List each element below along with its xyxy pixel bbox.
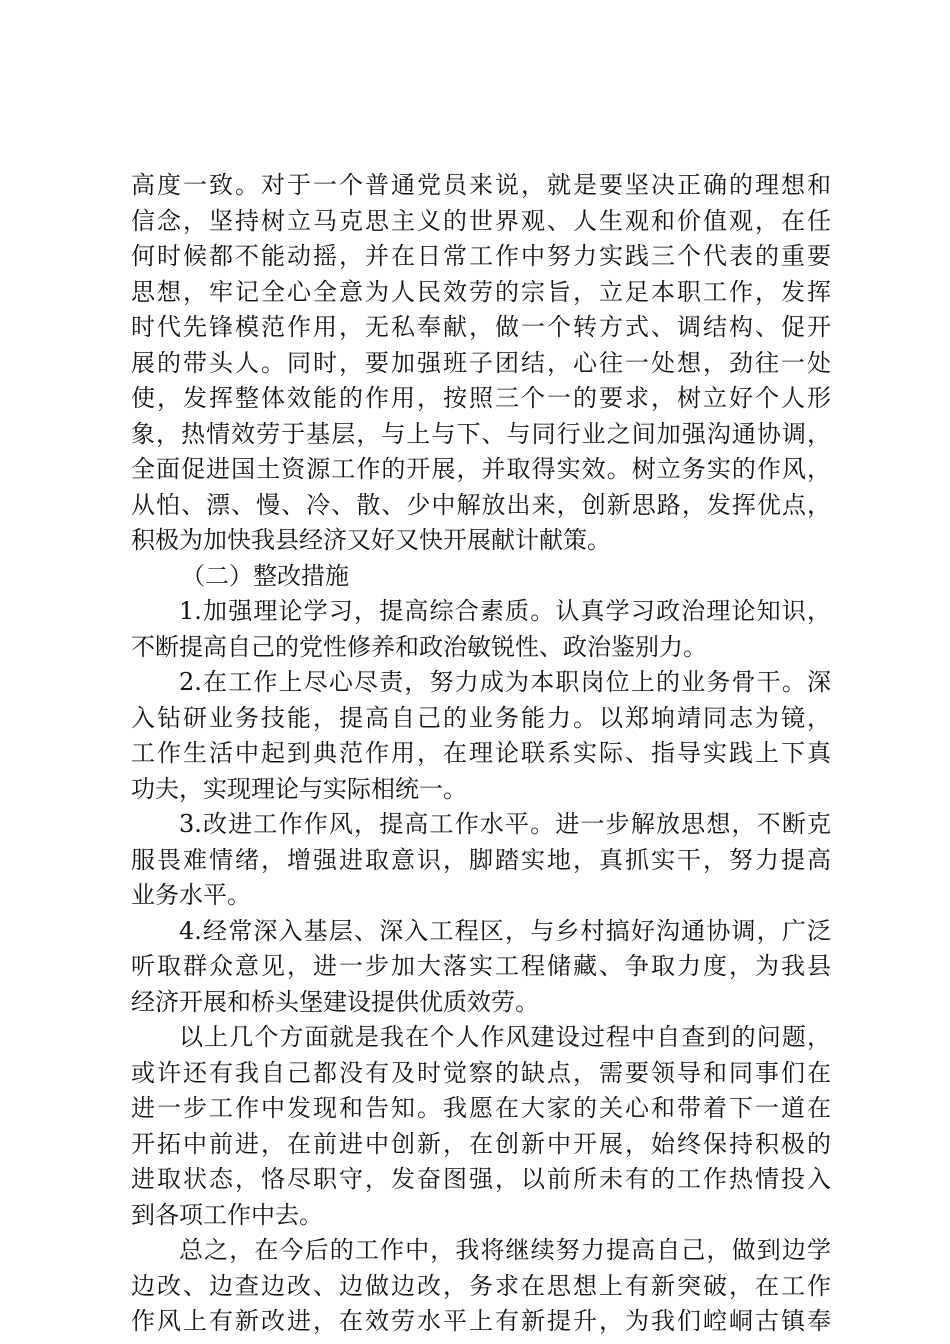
paragraph-p1: [131, 168, 831, 559]
measure-item-1: [131, 594, 831, 665]
text-line: 积极为加快我县经济又好又快开展献计献策。: [131, 526, 611, 554]
paragraph-p5: [131, 1020, 831, 1233]
text-line: 以上几个方面就是我在个人作风建设过程中自查到的问题，: [179, 1023, 831, 1051]
measure-item-4: [131, 914, 831, 1021]
document-body: [131, 168, 831, 1340]
text-line: 1.加强理论学习，提高综合素质。认真学习政治理论知识，: [179, 597, 831, 625]
text-line: 功夫，实现理论与实际相统一。: [131, 774, 467, 803]
text-line: 2.在工作上尽心尽责，努力成为本职岗位上的业务骨干。深: [179, 668, 831, 696]
measure-item-3: [131, 807, 831, 914]
text-line: 4.经常深入基层、深入工程区，与乡村搞好沟通协调，广泛: [179, 916, 831, 945]
text-line: 进一步工作中发现和告知。我愿在大家的关心和带着下一道在: [131, 1094, 831, 1122]
text-line: 服畏难情绪，增强进取意识，脚踏实地，真抓实干，努力提高: [131, 845, 831, 874]
text-line: 3.改进工作作风，提高工作水平。进一步解放思想，不断克: [179, 810, 831, 838]
text-line: 开拓中前进，在前进中创新，在创新中开展，始终保持积极的: [131, 1129, 831, 1158]
text-line: 展的带头人。同时，要加强班子团结，心往一处想，劲往一处: [131, 348, 831, 377]
text-line: 总之，在今后的工作中，我将继续努力提高自己，做到边学: [179, 1236, 831, 1264]
text-line: 到各项工作中去。: [131, 1200, 323, 1229]
text-line: 工作生活中起到典范作用，在理论联系实际、指导实践上下真: [131, 739, 831, 767]
text-line: 全面促进国土资源工作的开展，并取得实效。树立务实的作风，: [131, 455, 831, 483]
text-line: 使，发挥整体效能的作用，按照三个一的要求，树立好个人形: [131, 384, 831, 412]
text-line: 进取状态，恪尽职守，发奋图强，以前所未有的工作热情投入: [131, 1165, 831, 1193]
text-line: 象，热情效劳于基层，与上与下、与同行业之间加强沟通协调，: [131, 419, 831, 448]
heading-text: （二）整改措施: [181, 561, 349, 590]
text-line: 经济开展和桥头堡建设提供优质效劳。: [131, 987, 539, 1016]
text-line: 作风上有新改进，在效劳水平上有新提升，为我们崆峒古镇奉: [131, 1307, 831, 1335]
text-line: 信念，坚持树立马克思主义的世界观、人生观和价值观，在任: [131, 206, 831, 235]
text-line: 听取群众意见，进一步加大落实工程储藏、争取力度，为我县: [131, 952, 831, 980]
text-line: 边改、边查边改、边做边改，务求在思想上有新突破，在工作: [131, 1271, 831, 1300]
text-line: 从怕、漂、慢、冷、散、少中解放出来，创新思路，发挥优点，: [131, 490, 831, 519]
text-line: 不断提高自己的党性修养和政治敏锐性、政治鉴别力。: [131, 632, 707, 661]
text-line: 时代先锋模范作用，无私奉献，做一个转方式、调结构、促开: [131, 313, 831, 341]
measure-item-2: [131, 665, 831, 807]
paragraph-p6: [131, 1233, 831, 1340]
text-line: 思想，牢记全心全意为人民效劳的宗旨，立足本职工作，发挥: [131, 277, 831, 306]
text-line: 何时候都不能动摇，并在日常工作中努力实践三个代表的重要: [131, 242, 831, 270]
section-heading: [131, 559, 831, 595]
text-line: 或许还有我自己都没有及时觉察的缺点，需要领导和同事们在: [131, 1058, 831, 1087]
text-line: 高度一致。对于一个普通党员来说，就是要坚决正确的理想和: [131, 171, 831, 199]
text-line: 业务水平。: [131, 881, 251, 909]
text-line: 入钻研业务技能，提高自己的业务能力。以郑垧靖同志为镜，: [131, 703, 831, 732]
